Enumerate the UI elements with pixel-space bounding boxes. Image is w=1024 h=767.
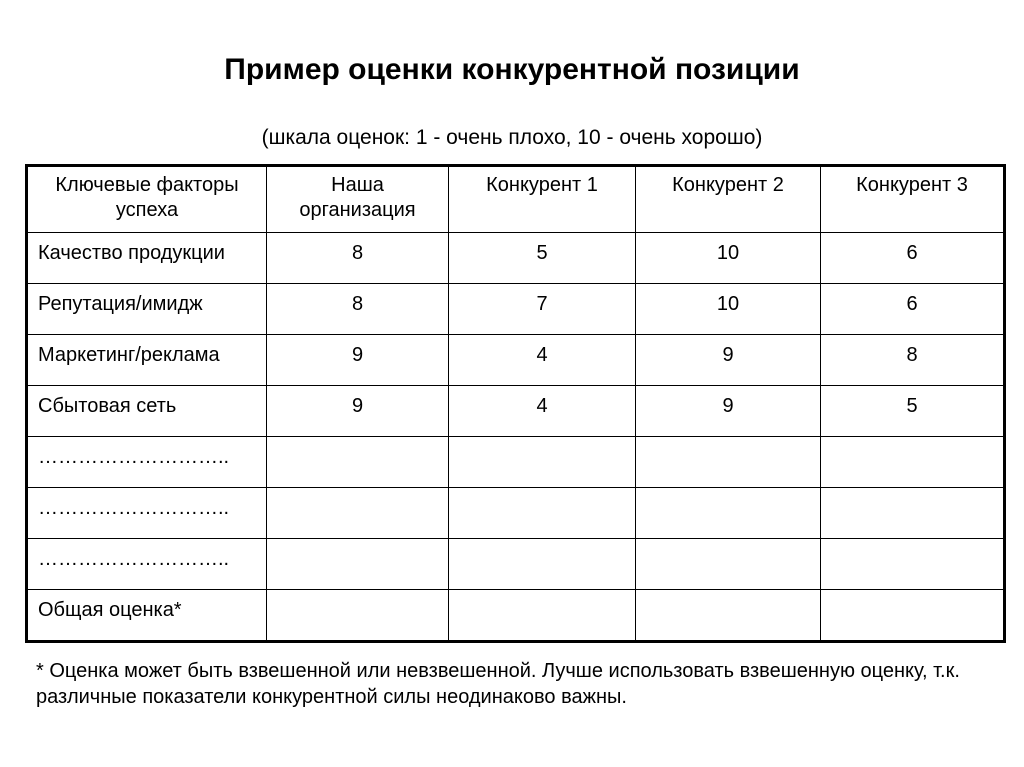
score-cell [267, 488, 449, 539]
header-key-factors: Ключевые факторы успеха [27, 166, 267, 233]
header-our-organization: Наша организация [267, 166, 449, 233]
factor-cell: ……………………….. [27, 488, 267, 539]
factor-cell: Сбытовая сеть [27, 386, 267, 437]
score-cell: 5 [449, 233, 636, 284]
score-cell: 5 [821, 386, 1005, 437]
table-row [27, 386, 1005, 437]
competitive-position-table [25, 164, 1006, 643]
table-header-row [27, 166, 1005, 233]
table-row [27, 233, 1005, 284]
score-cell: 7 [449, 284, 636, 335]
score-cell: 9 [267, 335, 449, 386]
score-cell [449, 590, 636, 642]
table-row [27, 488, 1005, 539]
score-cell [821, 488, 1005, 539]
score-cell: 9 [267, 386, 449, 437]
table-row [27, 437, 1005, 488]
score-cell: 8 [267, 233, 449, 284]
score-cell [267, 539, 449, 590]
factor-cell: ……………………….. [27, 539, 267, 590]
footnote: * Оценка может быть взвешенной или невзвешенной. Лучше использовать взвешенную оценку, т.к. различные показатели конкурентной силы неодинаково важны. [36, 660, 960, 708]
score-cell [636, 539, 821, 590]
rating-scale-note: (шкала оценок: 1 - очень плохо, 10 - очень хорошо) [261, 126, 763, 149]
page-title: Пример оценки конкурентной позиции [224, 53, 800, 86]
score-cell [636, 437, 821, 488]
table-row-total [27, 590, 1005, 642]
score-cell: 4 [449, 335, 636, 386]
table-row [27, 335, 1005, 386]
score-cell: 10 [636, 233, 821, 284]
factor-cell: ……………………….. [27, 437, 267, 488]
score-cell: 9 [636, 386, 821, 437]
factor-cell: Маркетинг/реклама [27, 335, 267, 386]
score-cell [636, 488, 821, 539]
score-cell [449, 488, 636, 539]
header-competitor-1: Конкурент 1 [449, 166, 636, 233]
header-competitor-2: Конкурент 2 [636, 166, 821, 233]
score-cell [449, 437, 636, 488]
score-cell [267, 590, 449, 642]
score-cell [636, 590, 821, 642]
factor-cell: Общая оценка* [27, 590, 267, 642]
score-cell: 10 [636, 284, 821, 335]
score-cell: 8 [821, 335, 1005, 386]
factor-cell: Качество продукции [27, 233, 267, 284]
score-cell: 6 [821, 284, 1005, 335]
score-cell: 4 [449, 386, 636, 437]
score-cell: 6 [821, 233, 1005, 284]
score-cell: 9 [636, 335, 821, 386]
score-cell [267, 437, 449, 488]
score-cell [821, 539, 1005, 590]
score-cell: 8 [267, 284, 449, 335]
table-row [27, 284, 1005, 335]
table-row [27, 539, 1005, 590]
score-cell [821, 590, 1005, 642]
score-cell [449, 539, 636, 590]
score-cell [821, 437, 1005, 488]
header-competitor-3: Конкурент 3 [821, 166, 1005, 233]
factor-cell: Репутация/имидж [27, 284, 267, 335]
